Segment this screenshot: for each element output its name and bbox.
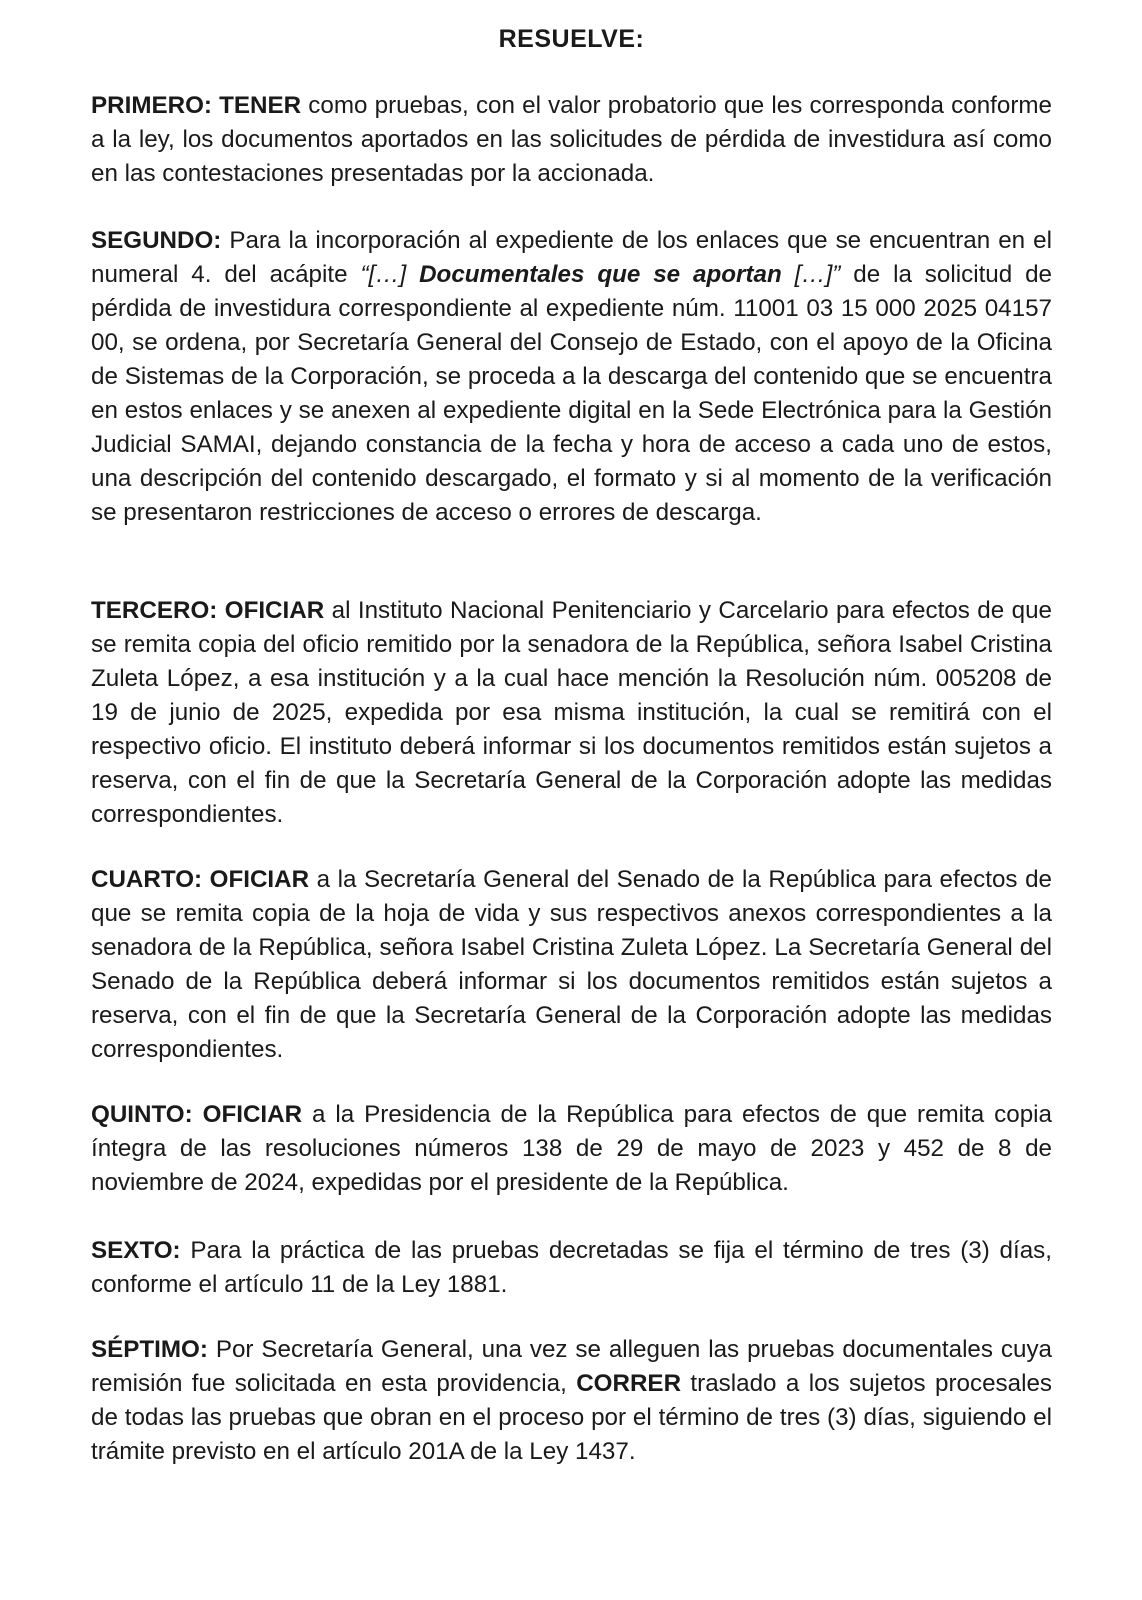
article-text: a la Presidencia de la República para efectos de que remita copia íntegra de las resoluciones números 138 de 29 de mayo de 2023 y 452 de 8 de noviembre de 2024, expedidas por el presidente de la República. — [91, 1101, 1052, 1196]
article-septimo — [91, 1333, 1052, 1469]
article-label: SÉPTIMO: — [91, 1336, 208, 1363]
article-verb: OFICIAR — [209, 866, 310, 893]
article-sexto — [91, 1234, 1052, 1302]
article-verb: TENER — [219, 92, 302, 119]
article-quinto — [91, 1098, 1052, 1200]
article-label: SEGUNDO: — [91, 227, 222, 254]
article-text: de la solicitud de pérdida de investidura correspondiente al expediente núm. 11001 03 15 000 2025 04157 00, se ordena, por Secretaría General del Consejo de Estado, con el apoyo de la Oficina de Sistemas de la Corporación, se proceda a la descarga del contenido que se encuentra en estos enlaces y se anexen al expediente digital en la Sede Electrónica para la Gestión Judicial SAMAI, dejando constancia de la fecha y hora de acceso a cada uno de estos, una descripción del contenido descargado, el formato y si al momento de la verificación se presentaron restricciones de acceso o errores de descarga. — [91, 261, 1053, 526]
article-text: como pruebas, con el valor probatorio que les corresponda conforme a la ley, los documentos aportados en las solicitudes de pérdida de investidura así como en las contestaciones presentadas por la accionada. — [91, 92, 1052, 187]
article-primero — [91, 89, 1052, 191]
article-text: a la Secretaría General del Senado de la República para efectos de que se remita copia de la hoja de vida y sus respectivos anexos correspondientes a la senadora de la República, señora Isabel Cristina Zuleta López. La Secretaría General del Senado de la República deberá informar si los documentos remitidos están sujetos a reserva, con el fin de que la Secretaría General de la Corporación adopte las medidas correspondientes. — [91, 866, 1052, 1063]
article-cuarto — [91, 863, 1052, 1067]
quote-bold: Documentales que se aportan — [419, 261, 782, 288]
article-label: CUARTO: — [91, 866, 203, 893]
article-text: Por Secretaría General, una vez se alleguen las pruebas documentales cuya remisión fue solicitada en esta providencia, — [91, 1336, 1052, 1397]
article-verb: CORRER — [576, 1370, 682, 1397]
article-verb: OFICIAR — [202, 1101, 303, 1128]
article-label: SEXTO: — [91, 1237, 181, 1264]
article-verb: OFICIAR — [224, 597, 325, 624]
article-text: al Instituto Nacional Penitenciario y Carcelario para efectos de que se remita copia del oficio remitido por la senadora de la República, señora Isabel Cristina Zuleta López, a esa institución y a la cual hace mención la Resolución núm. 005208 de 19 de junio de 2025, expedida por esa misma institución, la cual se remitirá con el respectivo oficio. El instituto deberá informar si los documentos remitidos están sujetos a reserva, con el fin de que la Secretaría General de la Corporación adopte las medidas correspondientes. — [91, 597, 1052, 828]
quote-open: “[…] — [360, 261, 420, 288]
article-text: Para la práctica de las pruebas decretadas se fija el término de tres (3) días, conforme el artículo 11 de la Ley 1881. — [91, 1237, 1052, 1298]
article-text: Para la incorporación al expediente de los enlaces que se encuentran en el numeral 4. del acápite — [91, 227, 1052, 288]
quote-close: […]” — [781, 261, 841, 288]
article-tercero — [91, 594, 1052, 832]
article-label: TERCERO: — [91, 597, 218, 624]
article-label: PRIMERO: — [91, 92, 212, 119]
article-text: traslado a los sujetos procesales de todas las pruebas que obran en el proceso por el término de tres (3) días, siguiendo el trámite previsto en el artículo 201A de la Ley 1437. — [91, 1370, 1052, 1465]
article-segundo — [91, 224, 1052, 530]
resolution-heading: RESUELVE: — [498, 25, 645, 53]
article-label: QUINTO: — [91, 1101, 193, 1128]
